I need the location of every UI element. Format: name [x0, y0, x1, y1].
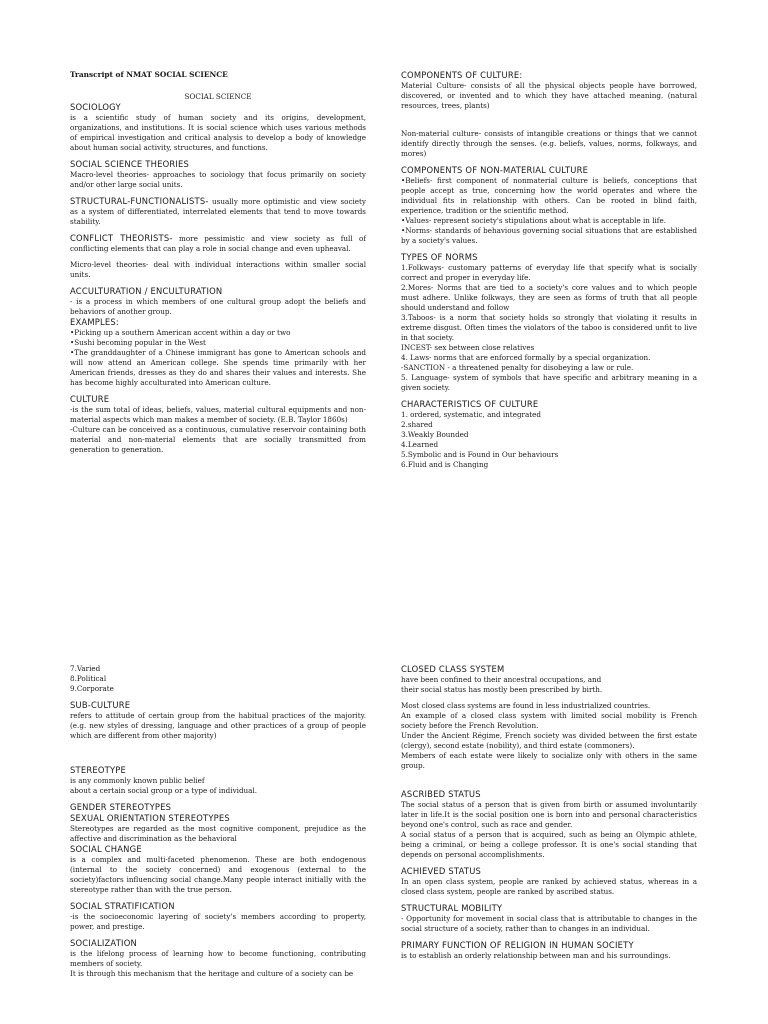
beliefs-text: •Beliefs- first component of nonmaterial culture is beliefs, conceptions that people accept as true, concerning how the world operates and where the individual fits in relationship with others. Can be rooted in blind faith, experience, tradition or the scientific method. [401, 176, 697, 215]
religion-function-heading: PRIMARY FUNCTION OF RELIGION IN HUMAN SOCIETY [401, 940, 634, 950]
norm-item: 3.Taboos- is a norm that society holds so strongly that violating it results in extreme disgust. Often times the violators of the taboo is considered unfit to live in that society. [401, 313, 697, 342]
characteristic-item: 2.shared [401, 420, 433, 429]
social-stratification-text: -is the socioeconomic layering of society's members according to property, power, and prestige. [70, 912, 366, 931]
conflict-paragraph [70, 233, 366, 254]
page2-right-column [401, 664, 697, 961]
subtitle: SOCIAL SCIENCE [184, 92, 252, 101]
culture-text: -Culture can be conceived as a continuous, cumulative reservoir containing both material and non-material elements that are socially transmitted from generation to generation. [70, 425, 366, 454]
page1-right-column [401, 70, 697, 470]
norm-item: 5. Language- system of symbols that have specific and arbitrary meaning in a given society. [401, 373, 697, 392]
closed-class-text: their social status has mostly been prescribed by birth. [401, 685, 603, 694]
macro-text: Macro-level theories- approaches to sociology that focus primarily on society and/or other large social units. [70, 170, 366, 189]
stereotype-text: about a certain social group or a type of individual. [70, 786, 258, 795]
components-heading: COMPONENTS OF CULTURE: [401, 70, 523, 80]
acculturation-text: - is a process in which members of one cultural group adopt the beliefs and behaviors of another group. [70, 297, 366, 316]
structural-heading: STRUCTURAL-FUNCTIONALISTS- [70, 196, 209, 206]
closed-class-text: Under the Ancient Régime, French society was divided between the first estate (clergy), second estate (nobility), and third estate (commoners). [401, 731, 697, 750]
types-of-norms-heading: TYPES OF NORMS [401, 252, 478, 262]
gender-stereotypes-heading: GENDER STEREOTYPES [70, 802, 172, 812]
closed-class-text: Most closed class systems are found in less industrialized countries. [401, 701, 651, 710]
structural-paragraph [70, 196, 366, 227]
ascribed-status-heading: ASCRIBED STATUS [401, 789, 481, 799]
characteristic-item: 5.Symbolic and is Found in Our behaviours [401, 450, 559, 459]
socialization-text: It is through this mechanism that the heritage and culture of a society can be [70, 969, 354, 978]
achieved-status-text: In an open class system, people are ranked by achieved status, whereas in a closed class system, people are ranked by ascribed status. [401, 877, 697, 896]
characteristic-item: 6.Fluid and is Changing [401, 460, 489, 469]
material-culture-text: Material Culture- consists of all the physical objects people have borrowed, discovered, or invented and to which they have attached meaning. (natural resources, trees, plants) [401, 81, 697, 110]
sociology-text: is a scientific study of human society and its origins, development, organizations, and institutions. It is social science which uses various methods of empirical investigation and critical analysis to develop a body of knowledge about human social activity, structures, and functions. [70, 113, 366, 152]
incest-text: INCEST- sex between close relatives [401, 343, 535, 352]
conflict-text: more pessimistic and view society as full of conflicting elements that can play a role in social change and even upheaval. [70, 234, 366, 253]
characteristic-item: 1. ordered, systematic, and integrated [401, 410, 542, 419]
example-item: •The granddaughter of a Chinese immigrant has gone to American schools and will now attend an American college. She spends time primarily with her American friends, dresses as they do and shares their values and interests. She has become highly acculturated into American culture. [70, 348, 366, 387]
page1-left-column [70, 70, 366, 455]
subculture-text: refers to attitude of certain group from the habitual practices of the majority.(e.g. new styles of dressing, language and other practices of a group of people which are different from other majority) [70, 711, 366, 740]
values-text: •Values- represent society's stipulations about what is acceptable in life. [401, 216, 666, 225]
nonmaterial-culture-text: Non-material culture- consists of intangible creations or things that we cannot identify directly through the senses. (e.g. beliefs, values, norms, folkways, and mores) [401, 129, 697, 158]
ascribed-status-text: A social status of a person that is acquired, such as being an Olympic athlete, being a criminal, or being a college professor. It is one's social standing that depends on personal accomplishments. [401, 830, 697, 859]
example-item: •Picking up a southern American accent within a day or two [70, 328, 291, 337]
social-stratification-heading: SOCIAL STRATIFICATION [70, 901, 175, 911]
characteristic-item: 7.Varied [70, 664, 101, 673]
norm-item: 2.Mores- Norms that are tied to a society's core values and to which people must adhere. Unlike folkways, they are seen as forms of truth that all people should understand and follow [401, 283, 697, 312]
sanction-text: -SANCTION - a threatened penalty for disobeying a law or rule. [401, 363, 634, 372]
theories-heading: SOCIAL SCIENCE THEORIES [70, 159, 190, 169]
characteristic-item: 9.Corporate [70, 684, 114, 693]
norms-text: •Norms- standards of behavious governing social situations that are established by a society's values. [401, 226, 697, 245]
structural-mobility-heading: STRUCTURAL MOBILITY [401, 903, 503, 913]
micro-text: Micro-level theories- deal with individual interactions within smaller social units. [70, 260, 366, 279]
nonmaterial-components-heading: COMPONENTS OF NON-MATERIAL CULTURE [401, 165, 589, 175]
socialization-heading: SOCIALIZATION [70, 938, 137, 948]
sexual-orientation-heading: SEXUAL ORIENTATION STEREOTYPES [70, 813, 230, 823]
acculturation-heading: ACCULTURATION / ENCULTURATION [70, 286, 223, 296]
document-title: Transcript of NMAT SOCIAL SCIENCE [70, 70, 228, 79]
conflict-heading: CONFLICT THEORISTS- [70, 233, 173, 243]
closed-class-text: An example of a closed class system with limited social mobility is French society before the French Revolution. [401, 711, 697, 730]
closed-class-text: have been confined to their ancestral occupations, and [401, 675, 602, 684]
characteristic-item: 4.Learned [401, 440, 439, 449]
structural-text: usually more optimistic and view society as a system of differentiated, interrelated elements that tend to move towards stability. [70, 197, 366, 226]
characteristic-item: 8.Political [70, 674, 107, 683]
socialization-text: is the lifelong process of learning how to become functioning, contributing members of society. [70, 949, 366, 968]
achieved-status-heading: ACHIEVED STATUS [401, 866, 482, 876]
sexual-orientation-text: Stereotypes are regarded as the most cognitive component, prejudice as the affective and discrimination as the behavioral [70, 824, 366, 843]
religion-function-text: is to establish an orderly relationship between man and his surroundings. [401, 951, 671, 960]
subculture-heading: SUB-CULTURE [70, 700, 131, 710]
example-item: •Sushi becoming popular in the West [70, 338, 206, 347]
culture-text: -is the sum total of ideas, beliefs, values, material cultural equipments and non-material aspects which man makes a member of society. (E.B. Taylor 1860s) [70, 405, 366, 424]
characteristics-heading: CHARACTERISTICS OF CULTURE [401, 399, 539, 409]
culture-heading: CULTURE [70, 394, 110, 404]
norm-item: 4. Laws- norms that are enforced formally by a special organization. [401, 353, 651, 362]
stereotype-text: is any commonly known public belief [70, 776, 205, 785]
closed-class-text: Members of each estate were likely to socialize only with others in the same group. [401, 751, 697, 770]
norm-item: 1.Folkways- customary patterns of everyday life that specify what is socially correct and proper in everyday life. [401, 263, 697, 282]
structural-mobility-text: - Opportunity for movement in social class that is attributable to changes in the social structure of a society, rather than to changes in an individual. [401, 914, 697, 933]
closed-class-heading: CLOSED CLASS SYSTEM [401, 664, 505, 674]
page2-left-column [70, 664, 366, 979]
stereotype-heading: STEREOTYPE [70, 765, 126, 775]
ascribed-status-text: The social status of a person that is given from birth or assumed involuntarily later in life.It is the social position one is born into and personal characteristics beyond one's control, such as race and gender. [401, 800, 697, 829]
characteristic-item: 3.Weakly Bounded [401, 430, 469, 439]
sociology-heading: SOCIOLOGY [70, 102, 121, 112]
examples-heading: EXAMPLES: [70, 317, 119, 327]
social-change-text: is a complex and multi-faceted phenomenon. These are both endogenous (internal to the society concerned) and exogenous (external to the society)factors influencing social change.Many people interact initially with the stereotype rather than with the true person. [70, 855, 366, 894]
social-change-heading: SOCIAL CHANGE [70, 844, 142, 854]
